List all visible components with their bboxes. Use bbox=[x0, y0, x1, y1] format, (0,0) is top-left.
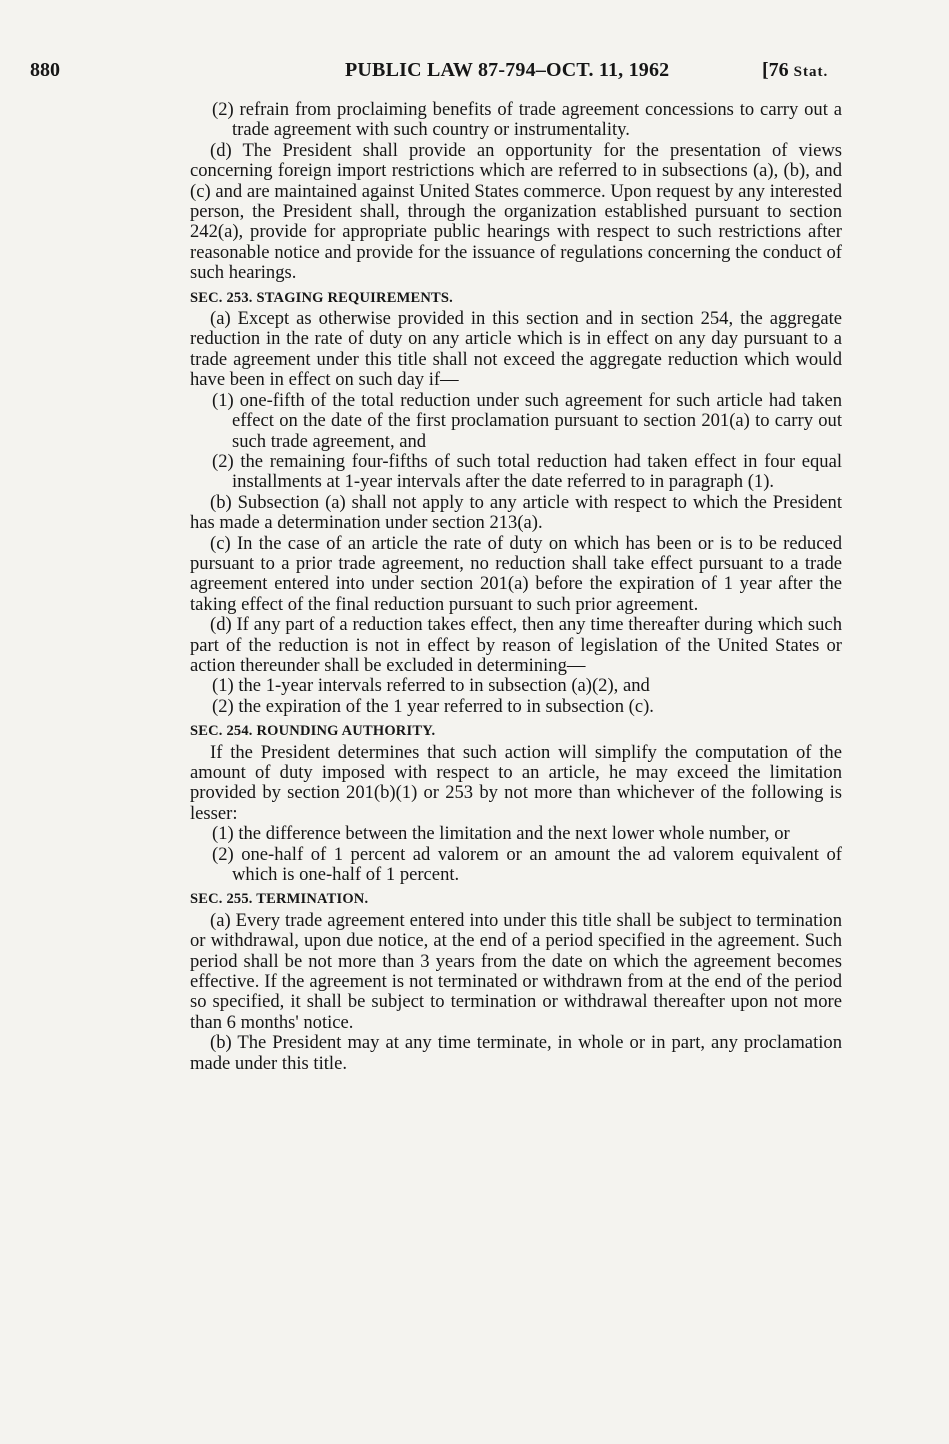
section-heading: SEC. 255. TERMINATION. bbox=[190, 891, 369, 908]
running-title: PUBLIC LAW 87-794–OCT. 11, 1962 bbox=[345, 59, 670, 81]
paragraph: (1) one-fifth of the total reduction under such agreement for such article had taken effect on the date of the first proclamation pursuant to section 201(a) to carry out such trade agreement, and bbox=[212, 389, 842, 452]
paragraph: (a) Every trade agreement entered into under this title shall be subject to termination or withdrawal, upon due notice, at the end of a period specified in the agreement. Such period shall be not more than 3 years from the date on which the agreement becomes effective. If the agreement is not terminated or withdrawn from at the end of the period so specified, it shall be subject to termination or withdrawal thereafter upon not more than 6 months' notice. bbox=[190, 909, 842, 1033]
paragraph: (b) The President may at any time terminate, in whole or in part, any proclamation made under this title. bbox=[190, 1032, 842, 1074]
paragraph: (1) the 1-year intervals referred to in subsection (a)(2), and bbox=[212, 675, 650, 697]
volume-reference bbox=[762, 59, 828, 82]
paragraph: (2) the remaining four-fifths of such total reduction had taken effect in four equal installments at 1-year intervals after the date referred to in paragraph (1). bbox=[212, 450, 842, 493]
paragraph: (c) In the case of an article the rate of duty on which has been or is to be reduced pursuant to a prior trade agreement, no reduction shall take effect pursuant to a trade agreement entered into under section 201(a) before the expiration of 1 year after the taking effect of the final reduction pursuant to such prior agreement. bbox=[190, 532, 842, 615]
section-heading: SEC. 254. ROUNDING AUTHORITY. bbox=[190, 723, 436, 740]
page-header bbox=[0, 55, 949, 85]
paragraph: (2) one-half of 1 percent ad valorem or an amount the ad valorem equivalent of which is one-half of 1 percent. bbox=[212, 843, 842, 886]
paragraph: (d) The President shall provide an opportunity for the presentation of views concerning foreign import restrictions which are referred to in subsections (a), (b), and (c) and are maintained against United States commerce. Upon request by any interested person, the President shall, through the organization established pursuant to section 242(a), provide for appropriate public hearings with respect to such restrictions after reasonable notice and provide for the issuance of regulations concerning the conduct of such hearings. bbox=[190, 139, 842, 284]
section-heading: SEC. 253. STAGING REQUIREMENTS. bbox=[190, 289, 453, 306]
body-text bbox=[190, 100, 842, 1074]
paragraph: If the President determines that such action will simplify the computation of the amount of duty imposed with respect to an article, he may exceed the limitation provided by section 201(b)(1) or 253 by not more than whichever of the following is lesser: bbox=[190, 741, 842, 824]
volume-prefix: [76 bbox=[762, 59, 794, 81]
paragraph: (2) refrain from proclaiming benefits of trade agreement concessions to carry out a trade agreement with such country or instrumentality. bbox=[212, 99, 842, 141]
paragraph: (2) the expiration of the 1 year referred to in subsection (c). bbox=[212, 695, 654, 717]
volume-stat: Stat. bbox=[793, 64, 829, 80]
paragraph: (b) Subsection (a) shall not apply to any article with respect to which the President has made a determination under section 213(a). bbox=[190, 491, 842, 534]
paragraph: (1) the difference between the limitation and the next lower whole number, or bbox=[212, 823, 790, 845]
page-number: 880 bbox=[30, 59, 60, 81]
paragraph: (a) Except as otherwise provided in this section and in section 254, the aggregate reduction in the rate of duty on any article which is in effect on any day pursuant to a trade agreement under this title shall not exceed the aggregate reduction which would have been in effect on such day if— bbox=[190, 308, 842, 391]
paragraph: (d) If any part of a reduction takes effect, then any time thereafter during which such part of the reduction is not in effect by reason of legislation of the United States or action thereunder shall be excluded in determining— bbox=[190, 614, 842, 676]
